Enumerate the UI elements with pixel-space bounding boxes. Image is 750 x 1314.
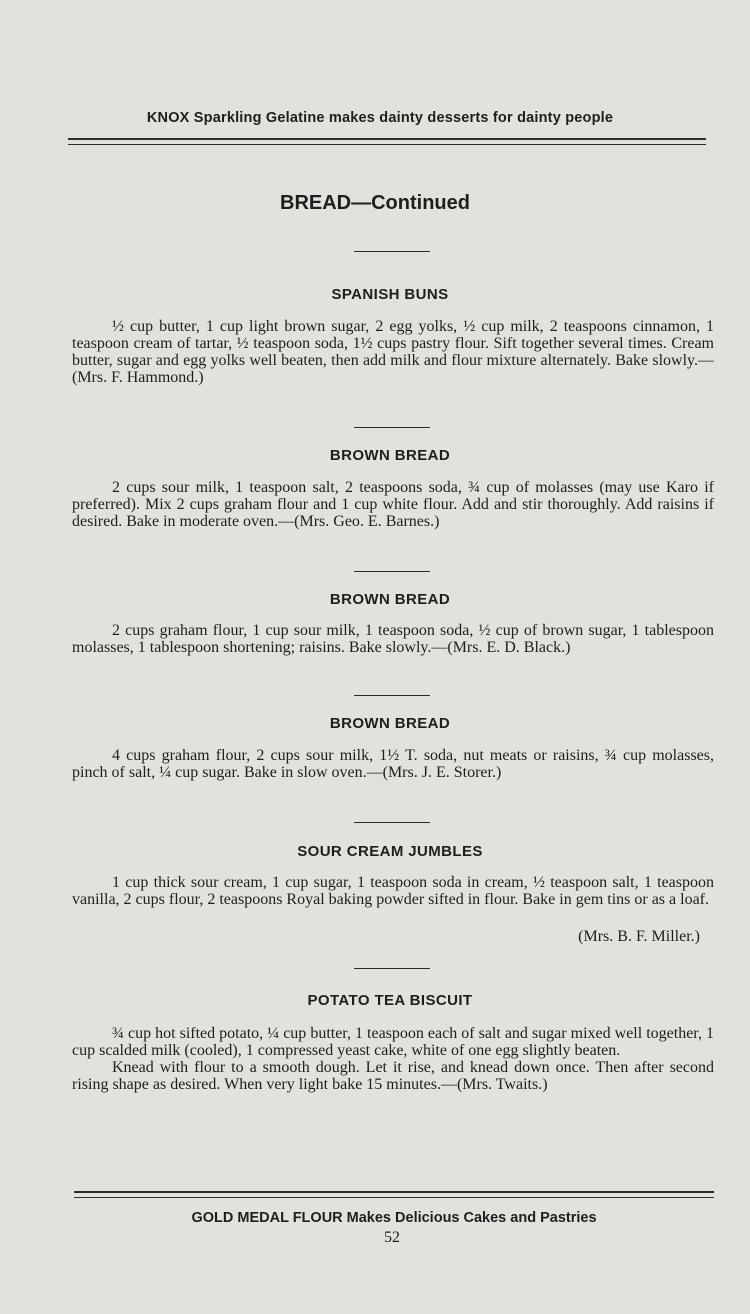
recipe-title-sour-cream-jumbles: SOUR CREAM JUMBLES bbox=[297, 843, 483, 860]
recipe-title-brown-bread-3: BROWN BREAD bbox=[329, 715, 451, 732]
recipe-body-brown-bread-2 bbox=[72, 622, 714, 656]
recipe-divider bbox=[354, 251, 430, 252]
recipe-credit-sour-cream-jumbles: (Mrs. B. F. Miller.) bbox=[578, 928, 700, 945]
recipe-divider bbox=[354, 822, 430, 823]
header-double-rule bbox=[68, 138, 706, 145]
recipe-paragraph: 4 cups graham flour, 2 cups sour milk, 1½ T. soda, nut meats or raisins, ¾ cup molasses, pinch of salt, ¼ cup sugar. Bake in slow oven.—(Mrs. J. E. Storer.) bbox=[72, 747, 714, 781]
recipe-divider bbox=[354, 427, 430, 428]
recipe-title-potato-tea-biscuit: POTATO TEA BISCUIT bbox=[307, 992, 473, 1009]
recipe-body-brown-bread-3 bbox=[72, 747, 714, 781]
recipe-body-sour-cream-jumbles bbox=[72, 874, 714, 908]
recipe-title-brown-bread-1: BROWN BREAD bbox=[329, 447, 451, 464]
header-tagline: KNOX Sparkling Gelatine makes dainty desserts for dainty people bbox=[146, 110, 614, 126]
footer-double-rule bbox=[74, 1191, 714, 1198]
recipe-paragraph: ½ cup butter, 1 cup light brown sugar, 2 egg yolks, ½ cup milk, 2 teaspoons cinnamon, 1 teaspoon cream of tartar, ½ teaspoon soda, 1½ cups pastry flour. Sift together several times. Cream butter, sugar and egg yolks well beaten, then add milk and flour mixture alternately. Bake slowly.—(Mrs. F. Hammond.) bbox=[72, 318, 714, 386]
recipe-body-spanish-buns bbox=[72, 318, 714, 386]
recipe-paragraph: 2 cups sour milk, 1 teaspoon salt, 2 teaspoons soda, ¾ cup of molasses (may use Karo if preferred). Mix 2 cups graham flour and 1 cup white flour. Add and stir thoroughly. Add raisins if desired. Bake in moderate oven.—(Mrs. Geo. E. Barnes.) bbox=[72, 479, 714, 530]
recipe-paragraph: ¾ cup hot sifted potato, ¼ cup butter, 1 teaspoon each of salt and sugar mixed well together, 1 cup scalded milk (cooled), 1 compressed yeast cake, white of one egg slightly beaten. bbox=[72, 1025, 714, 1059]
recipe-divider bbox=[354, 695, 430, 696]
recipe-body-brown-bread-1 bbox=[72, 479, 714, 530]
recipe-paragraph: 1 cup thick sour cream, 1 cup sugar, 1 teaspoon soda in cream, ½ teaspoon salt, 1 teaspoon vanilla, 2 cups flour, 2 teaspoons Royal baking powder sifted in flour. Bake in gem tins or as a loaf. bbox=[72, 874, 714, 908]
recipe-paragraph: Knead with flour to a smooth dough. Let it rise, and knead down once. Then after second rising shape as desired. When very light bake 15 minutes.—(Mrs. Twaits.) bbox=[72, 1059, 714, 1093]
section-title: BREAD—Continued bbox=[280, 192, 470, 214]
recipe-divider bbox=[354, 968, 430, 969]
recipe-body-potato-tea-biscuit bbox=[72, 1025, 714, 1093]
recipe-divider bbox=[354, 571, 430, 572]
recipe-title-spanish-buns: SPANISH BUNS bbox=[331, 286, 449, 303]
recipe-title-brown-bread-2: BROWN BREAD bbox=[329, 591, 451, 608]
footer-tagline: GOLD MEDAL FLOUR Makes Delicious Cakes and Pastries bbox=[191, 1210, 597, 1226]
recipe-paragraph: 2 cups graham flour, 1 cup sour milk, 1 teaspoon soda, ½ cup of brown sugar, 1 tablespoon molasses, 1 tablespoon shortening; raisins. Bake slowly.—(Mrs. E. D. Black.) bbox=[72, 622, 714, 656]
page-number: 52 bbox=[384, 1229, 400, 1246]
